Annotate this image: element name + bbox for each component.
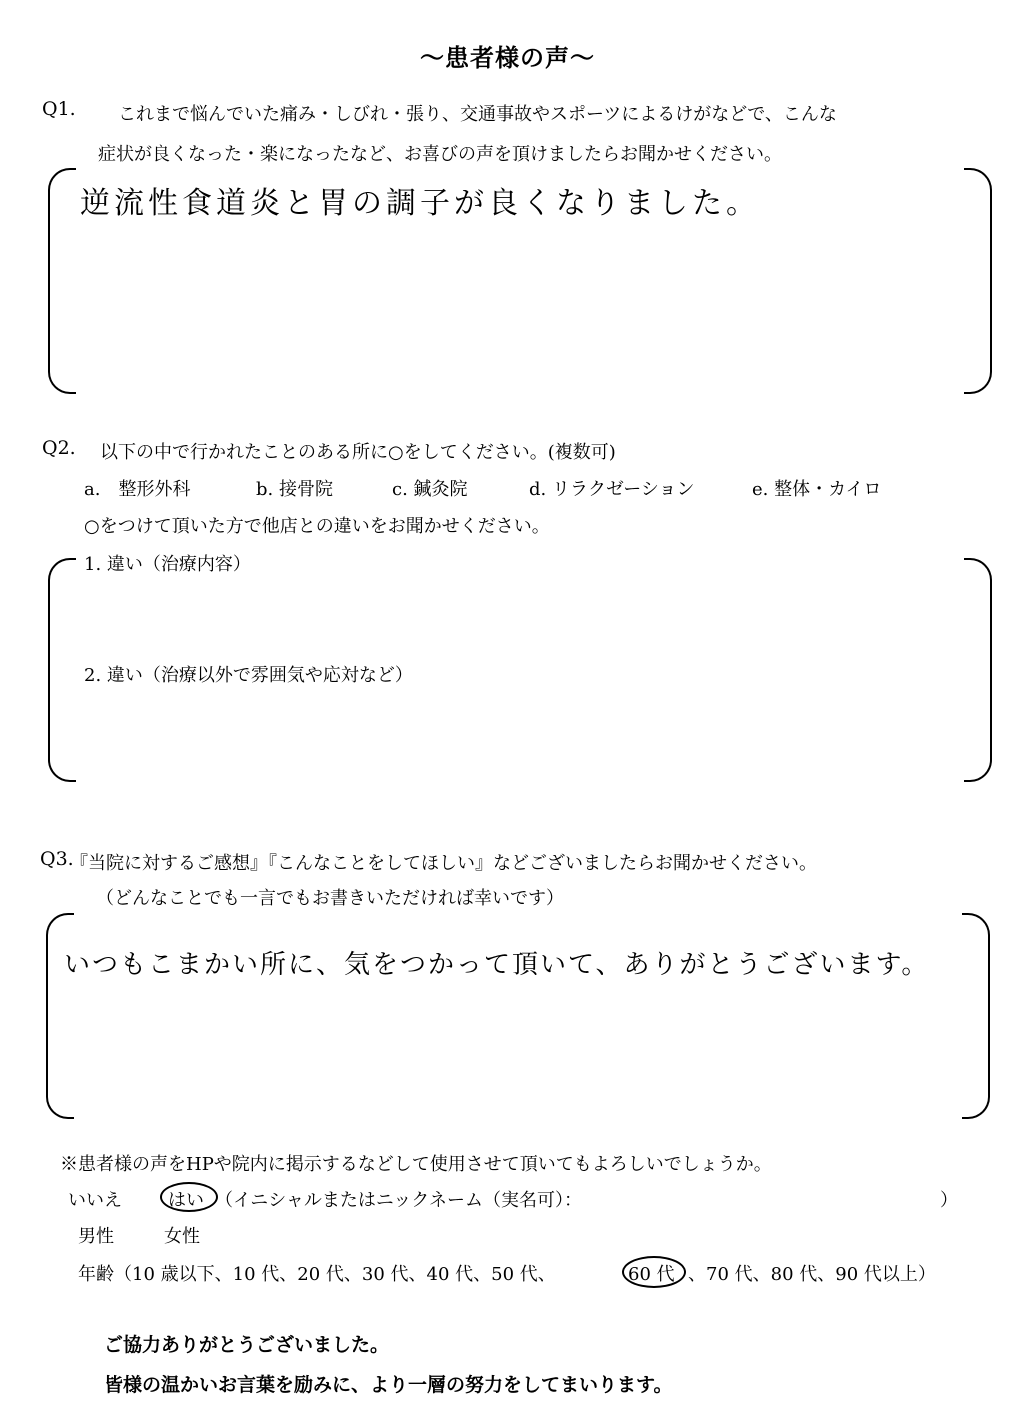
- q2-option-c: c. 鍼灸院: [392, 479, 468, 500]
- closing-message: 皆様の温かいお言葉を励みに、より一層の努力をしてまいります。: [104, 1374, 673, 1396]
- q2-option-b: b. 接骨院: [256, 479, 333, 500]
- consent-selected-circle: [160, 1182, 218, 1212]
- q2-option-a: a. 整形外科: [84, 479, 191, 500]
- gender-female: 女性: [164, 1226, 200, 1247]
- age-selected-value: 60 代: [628, 1264, 675, 1285]
- consent-yes-detail: （イニシャルまたはニックネーム（実名可）：: [215, 1190, 583, 1211]
- consent-notice: ※患者様の声をHPや院内に掲示するなどして使用させて頂いてもよろしいでしょうか。: [60, 1154, 772, 1175]
- consent-close-paren: ）: [940, 1190, 958, 1211]
- q1-answer-box-left-bracket: [48, 168, 76, 394]
- q2-option-d: d. リラクゼーション: [529, 479, 695, 500]
- q3-subtext: （どんなことでも一言でもお書きいただければ幸いです）: [96, 888, 564, 909]
- consent-option-yes: はい: [168, 1190, 204, 1211]
- age-options-prefix: 年齢（10 歳以下、10 代、20 代、30 代、40 代、50 代、: [78, 1264, 556, 1285]
- q3-handwritten-answer: いつもこまかい所に、気をつかって頂いて、ありがとうございます。: [64, 950, 930, 980]
- q2-label: Q2.: [42, 437, 76, 459]
- closing-thanks: ご協力ありがとうございました。: [104, 1334, 390, 1356]
- age-options-suffix: 、70 代、80 代、90 代以上）: [688, 1264, 936, 1285]
- q2-answer-box-right-bracket: [964, 558, 992, 782]
- q1-label: Q1.: [42, 98, 76, 120]
- q2-answer-box-left-bracket: [48, 558, 76, 782]
- q2-question: 以下の中で行かれたことのある所に○をしてください。(複数可): [100, 442, 616, 463]
- q3-answer-box-right-bracket: [962, 913, 990, 1119]
- q1-question-line1: これまで悩んでいた痛み・しびれ・張り、交通事故やスポーツによるけがなどで、こんな: [118, 104, 837, 125]
- q1-question-line2: 症状が良くなった・楽になったなど、お喜びの声を頂けましたらお聞かせください。: [98, 144, 782, 165]
- q2-difference-1-label: 1. 違い（治療内容）: [84, 554, 251, 575]
- q2-difference-2-label: 2. 違い（治療以外で雰囲気や応対など）: [84, 665, 413, 686]
- q3-label: Q3.: [40, 848, 74, 870]
- consent-option-no: いいえ: [68, 1190, 122, 1211]
- q2-followup: ○をつけて頂いた方で他店との違いをお聞かせください。: [84, 516, 550, 537]
- q3-question: 『当院に対するご感想』『こんなことをしてほしい』などございましたらお聞かせください。: [70, 853, 817, 874]
- q1-answer-box-right-bracket: [964, 168, 992, 394]
- age-selected-circle: [622, 1256, 686, 1288]
- gender-male: 男性: [78, 1226, 114, 1247]
- q1-handwritten-answer: 逆流性食道炎と胃の調子が良くなりました。: [80, 186, 760, 221]
- page-title: 〜患者様の声〜: [420, 43, 595, 72]
- q2-option-e: e. 整体・カイロ: [752, 479, 882, 500]
